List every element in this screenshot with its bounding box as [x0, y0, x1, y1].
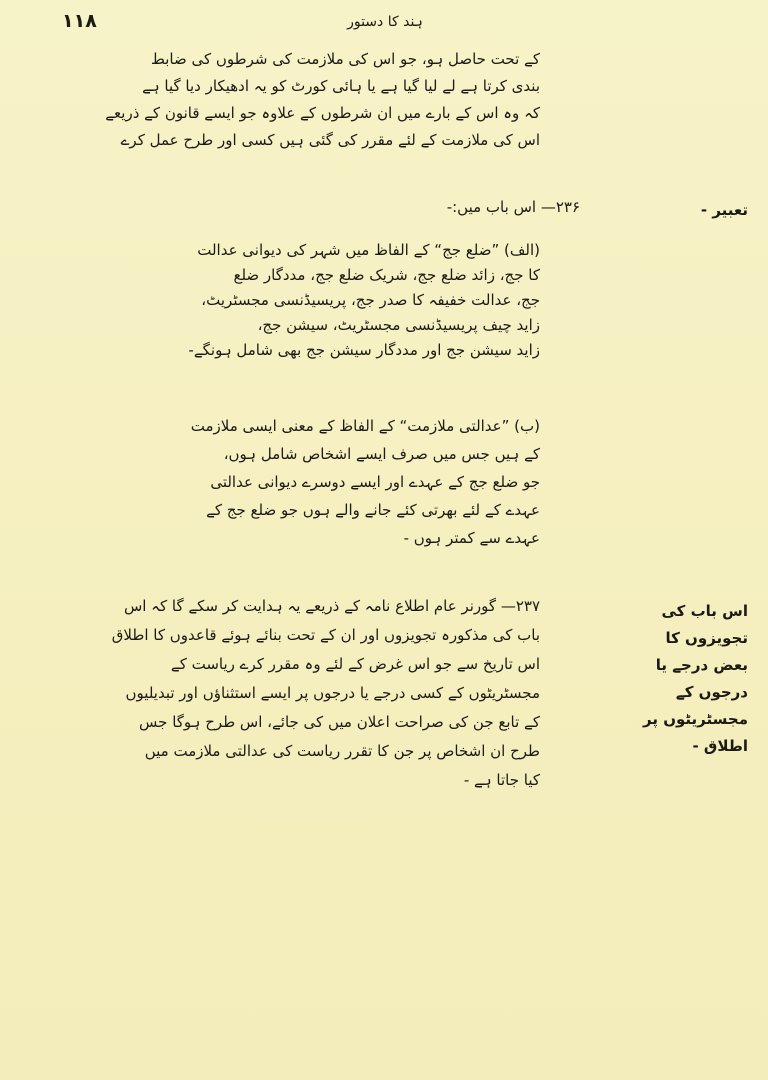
section-237	[58, 592, 540, 795]
text-line: زاید چیف پریسیڈنسی مجسٹریٹ، سیشن جج،	[257, 316, 540, 334]
page-header	[0, 10, 768, 38]
text-line: طرح ان اشخاص پر جن کا تقرر ریاست کی عدالتی ملازمت میں	[144, 742, 540, 760]
text-line: کے تحت حاصل ہو، جو اس کی ملازمت کی شرطوں کی ضابط	[151, 50, 540, 68]
text-line: کے ہیں جس میں صرف ایسے اشخاص شامل ہوں،	[223, 445, 540, 463]
margin-line: بعض درجے یا	[655, 656, 748, 674]
text-line: (الف) ”ضلع جج“ کے الفاظ میں شہر کی دیوانی عدالت	[197, 241, 540, 259]
text-line: کے تابع جن کی صراحت اعلان میں کی جائے، اس طرح ہوگا جس	[139, 713, 540, 731]
clause-b	[58, 412, 540, 552]
text-line: (ب) ”عدالتی ملازمت“ کے الفاظ کے معنی ایسی ملازمت	[190, 417, 540, 435]
text-line: جو ضلع جج کے عہدے اور ایسے دوسرے دیوانی عدالتی	[210, 473, 540, 491]
text-line: اس تاریخ سے جو اس غرض کے لئے وہ مقرر کرے ریاست کے	[170, 655, 540, 673]
text-line: کیا جاتا ہے -	[463, 771, 540, 789]
text-line: زاید سیشن جج اور مددگار سیشن جج بھی شامل ہونگے-	[188, 341, 540, 359]
text-line: کا جج، زائد ضلع جج، شریک ضلع جج، مددگار ضلع	[233, 266, 540, 284]
clause-a	[58, 238, 540, 363]
text-line: بندی کرتا ہے لے لیا گیا ہے یا ہائی کورٹ کو یہ ادھیکار دیا گیا ہے	[142, 77, 540, 95]
continuation-paragraph	[58, 46, 540, 154]
text-line: کہ وہ اس کے بارے میں ان شرطوں کے علاوہ جو ایسے قانون کے ذریعے	[105, 104, 540, 122]
text-line: ۲۳۷— گورنر عام اطلاع نامہ کے ذریعے یہ ہدایت کر سکے گا کہ اس	[123, 597, 540, 615]
margin-line: درجوں کے	[675, 683, 748, 701]
page-number: ۱۱۸	[62, 10, 97, 32]
section-236-heading: ۲۳۶— اس باب میں:-	[446, 198, 580, 216]
text-line: جج، عدالت خفیفہ کا صدر جج، پریسیڈنسی مجسٹریٹ،	[201, 291, 540, 309]
text-line: باب کی مذکورہ تجویزوں اور ان کے تحت بنائے ہوئے قاعدوں کا اطلاق	[111, 626, 540, 644]
margin-line: اس باب کی	[661, 602, 748, 620]
margin-note-definitions: تعبیر -	[700, 201, 748, 219]
margin-line: اطلاق -	[692, 737, 748, 755]
text-line: اس کی ملازمت کے لئے مقرر کی گئی ہیں کسی اور طرح عمل کرے	[120, 131, 540, 149]
text-line: عہدے کے لئے بھرتی کئے جانے والے ہوں جو ضلع جج کے	[206, 501, 540, 519]
margin-line: مجسٹریٹوں پر	[643, 710, 748, 728]
margin-line: تجویزوں کا	[665, 629, 748, 647]
text-line: عہدے سے کمتر ہوں -	[403, 529, 540, 547]
margin-note-section-237	[618, 598, 748, 760]
running-title: ہند کا دستور	[347, 14, 423, 30]
text-line: مجسٹریٹوں کے کسی درجے یا درجوں پر ایسے استثناؤں اور تبدیلیوں	[125, 684, 540, 702]
